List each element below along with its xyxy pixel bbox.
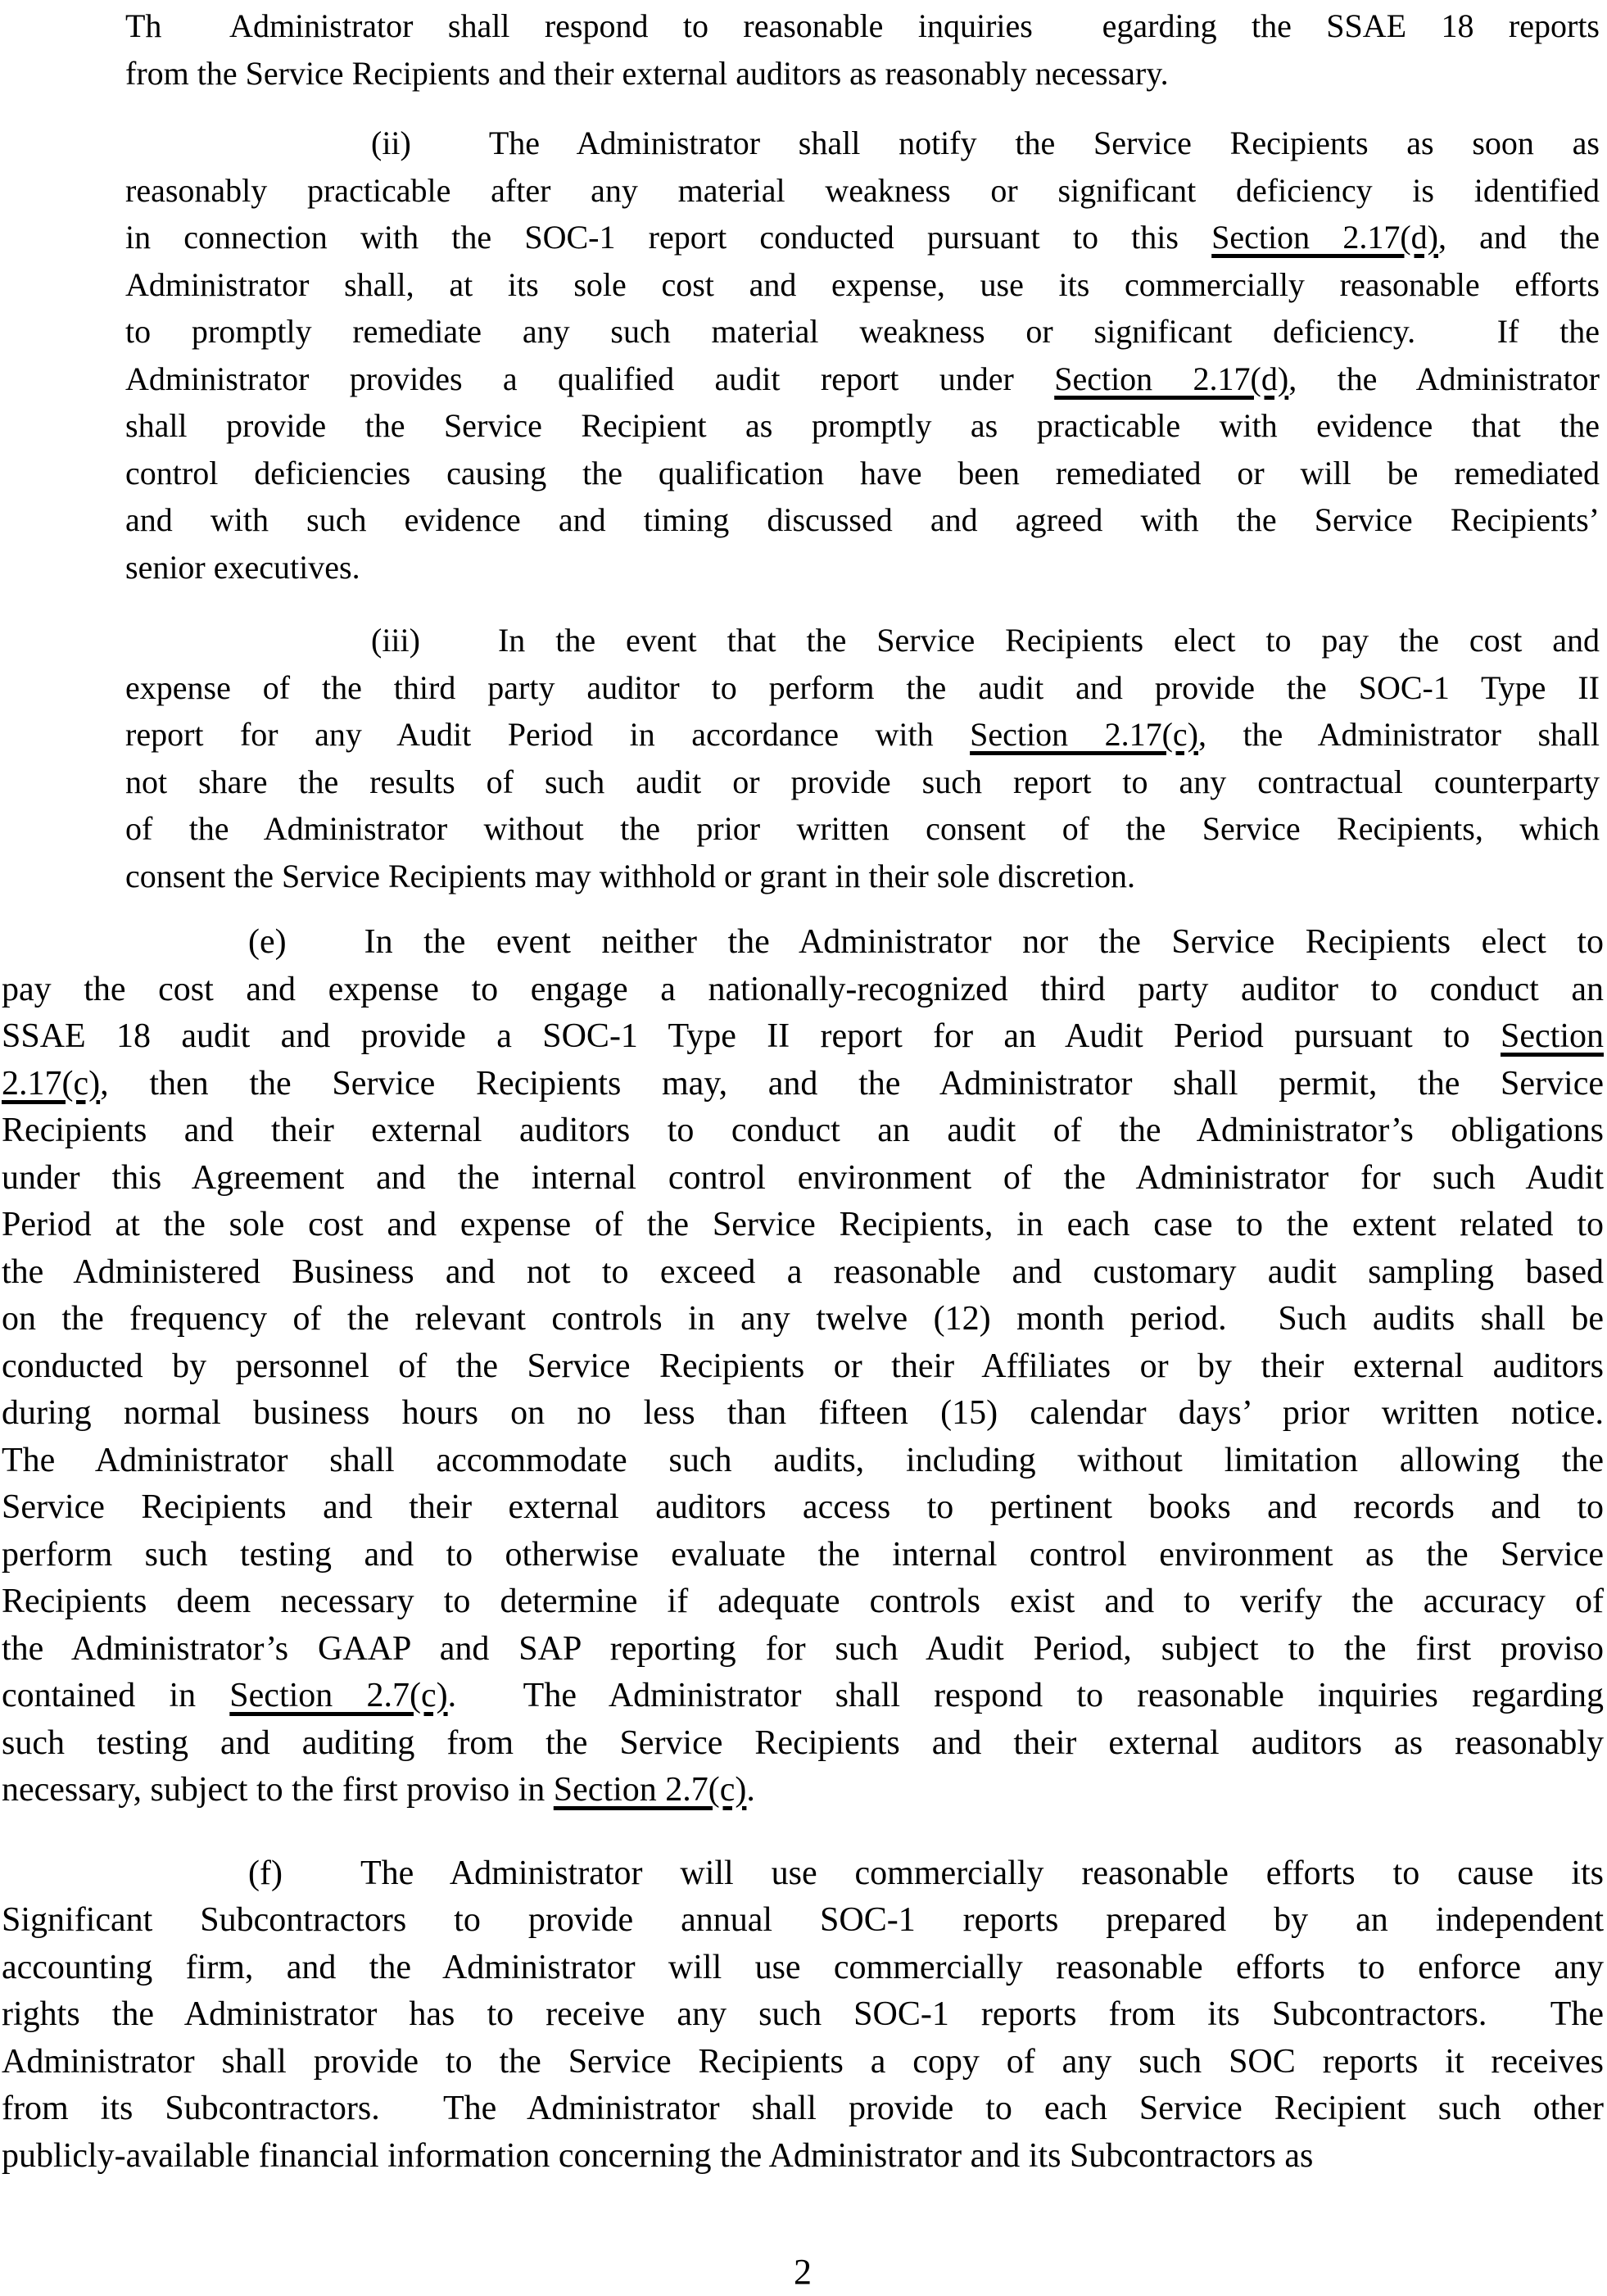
text-line: and with such evidence and timing discussed and agreed with the Service Recipients’ (125, 501, 1600, 538)
paragraph-pf (2, 1850, 1604, 2181)
text-line: the Administered Business and not to exceed a reasonable and customary audit sampling based (2, 1252, 1604, 1291)
section-reference: Section 2.7(c) (229, 1677, 448, 1714)
text-line: such testing and auditing from the Service Recipients and their external auditors as reasonably (2, 1723, 1604, 1762)
text-line: to promptly remediate any such material weakness or significant deficiency. If the (125, 313, 1600, 350)
text-line: Service Recipients and their external auditors access to pertinent books and records and to (2, 1488, 1604, 1526)
text-line: pay the cost and expense to engage a nationally-recognized third party auditor to conduct an (2, 970, 1604, 1008)
text-line: The Administrator shall accommodate such audits, including without limitation allowing the (2, 1441, 1604, 1479)
paragraph-label: (e) (248, 923, 287, 961)
text-line: 2.17(c), then the Service Recipients may, and the Administrator shall permit, the Service (2, 1064, 1604, 1103)
section-reference: Section (1501, 1017, 1604, 1055)
text-line: the Administrator’s GAAP and SAP reporting for such Audit Period, subject to the first proviso (2, 1629, 1604, 1668)
text-line: senior executives. (125, 548, 360, 586)
paragraph-p1 (125, 2, 1600, 97)
section-reference: Section 2.7(c) (553, 1771, 747, 1809)
paragraph-label: (f) (248, 1854, 283, 1892)
text-line: publicly-available financial information concerning the Administrator and its Subcontractors as (2, 2136, 1314, 2175)
text-line: conducted by personnel of the Service Recipients or their Affiliates or by their external auditors (2, 1347, 1604, 1385)
section-reference: 2.17(c) (2, 1064, 101, 1103)
document-page (0, 2, 1607, 2290)
text-line: of the Administrator without the prior written consent of the Service Recipients, which (125, 810, 1600, 847)
text-line: Recipients and their external auditors to conduct an audit of the Administrator’s obligations (2, 1112, 1604, 1149)
text-line: shall provide the Service Recipient as promptly as practicable with evidence that the (125, 407, 1600, 444)
text-line: not share the results of such audit or provide such report to any contractual counterparty (125, 763, 1600, 800)
text-line: (f) The Administrator will use commercially reasonable efforts to cause its (248, 1854, 1604, 1892)
paragraph-label: (iii) (371, 622, 420, 659)
paragraph-piii (125, 617, 1600, 899)
text-line: Administrator shall, at its sole cost and expense, use its commercially reasonable efforts (125, 265, 1600, 303)
text-line: necessary, subject to the first proviso in Section 2.7(c). (2, 1771, 755, 1809)
text-line: Recipients deem necessary to determine if adequate controls exist and to verify the accuracy of (2, 1583, 1604, 1620)
text-line: perform such testing and to otherwise evaluate the internal control environment as the Service (2, 1535, 1604, 1574)
paragraph-label: (ii) (371, 125, 411, 161)
text-line: Significant Subcontractors to provide annual SOC-1 reports prepared by an independent (2, 1901, 1604, 1939)
text-line: consent the Service Recipients may withhold or grant in their sole discretion. (125, 857, 1136, 894)
text-line: rights the Administrator has to receive any such SOC-1 reports from its Subcontractors. The (2, 1995, 1604, 2033)
text-line: from its Subcontractors. The Administrator shall provide to each Service Recipient such other (2, 2090, 1604, 2127)
text-line: Administrator provides a qualified audit report under Section 2.17(d), the Administrator (125, 360, 1600, 397)
text-line: report for any Audit Period in accordance with Section 2.17(c), the Administrator shall (125, 716, 1600, 753)
text-line: (iii) In the event that the Service Recipients elect to pay the cost and (371, 622, 1600, 659)
text-line: (e) In the event neither the Administrator nor the Service Recipients elect to (248, 923, 1604, 961)
page-number: 2 (794, 2252, 812, 2292)
text-line: reasonably practicable after any material weakness or significant deficiency is identified (125, 171, 1600, 209)
paragraph-pii (125, 120, 1600, 591)
text-line: in connection with the SOC-1 report conducted pursuant to this Section 2.17(d), and the (125, 219, 1600, 256)
text-line: accounting firm, and the Administrator will use commercially reasonable efforts to enforce any (2, 1948, 1604, 1986)
text-line: (ii) The Administrator shall notify the Service Recipients as soon as (371, 125, 1600, 161)
text-line: control deficiencies causing the qualification have been remediated or will be remediated (125, 454, 1600, 491)
text-line: SSAE 18 audit and provide a SOC-1 Type II report for an Audit Period pursuant to Section (2, 1017, 1604, 1055)
paragraph-pe (2, 919, 1604, 1814)
text-line: on the frequency of the relevant controls in any twelve (12) month period. Such audits shall be (2, 1300, 1604, 1338)
text-line: from the Service Recipients and their external auditors as reasonably necessary. (125, 54, 1169, 92)
section-reference: Section 2.17(d) (1211, 219, 1438, 256)
text-line: Period at the sole cost and expense of the Service Recipients, in each case to the extent related to (2, 1206, 1604, 1243)
text-line: under this Agreement and the internal control environment of the Administrator for such Audit (2, 1158, 1604, 1197)
text-line: during normal business hours on no less than fifteen (15) calendar days’ prior written notice. (2, 1394, 1604, 1432)
text-line: contained in Section 2.7(c). The Administrator shall respond to reasonable inquiries regarding (2, 1677, 1604, 1714)
text-line: expense of the third party auditor to perform the audit and provide the SOC-1 Type II (125, 668, 1600, 706)
section-reference: Section 2.17(d) (1054, 360, 1289, 397)
document-content (0, 2, 1607, 2180)
text-line: Administrator shall provide to the Service Recipients a copy of any such SOC reports it receives (2, 2042, 1604, 2081)
section-reference: Section 2.17(c) (970, 716, 1198, 753)
text-line: Th Administrator shall respond to reasonable inquiries egarding the SSAE 18 reports (125, 7, 1600, 44)
